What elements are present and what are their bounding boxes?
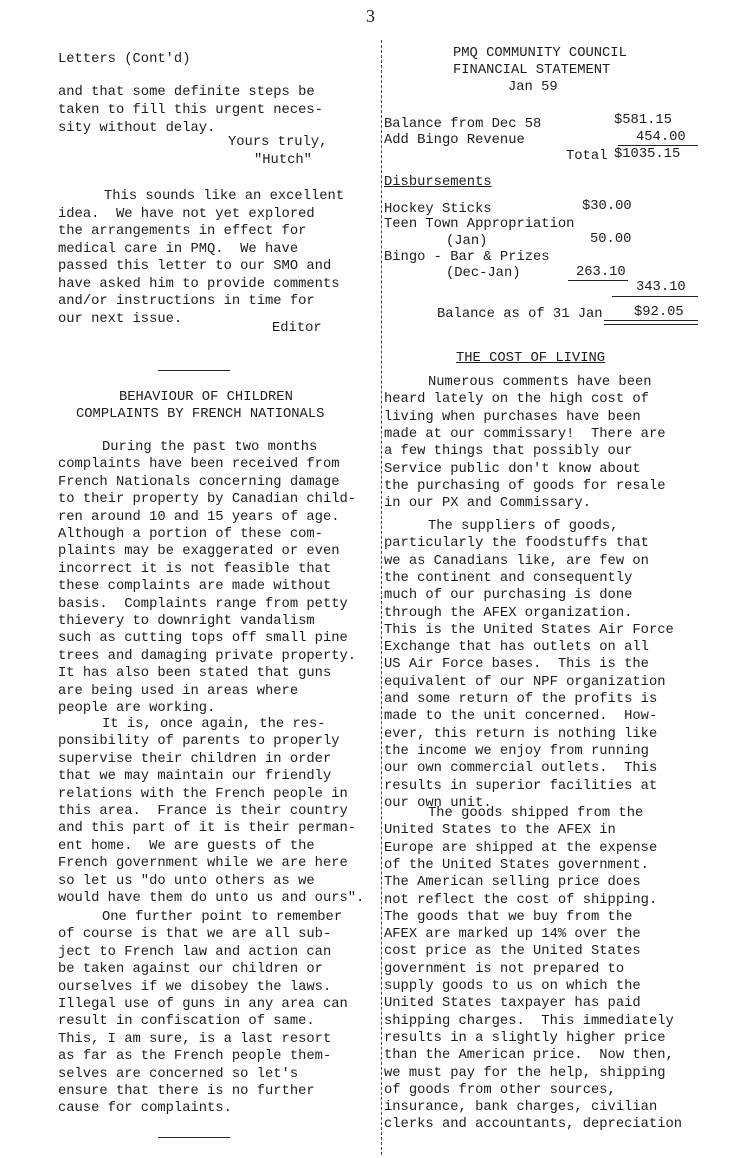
column-divider	[381, 40, 382, 1155]
text-line: and some return of the profits is	[384, 692, 658, 707]
text-line: our own unit.	[384, 795, 492, 811]
page-number: 3	[366, 6, 375, 26]
hockey-value: $30.00	[582, 199, 632, 214]
text-line: our next issue.	[58, 311, 183, 327]
text-line: supervise their children in order	[58, 751, 332, 767]
text-line: selves are concerned so let's	[58, 1066, 299, 1082]
text-line: particularly the foodstuffs that	[384, 536, 649, 552]
text-line: made at our commissary! There are	[384, 426, 666, 442]
text-line: of the United States government.	[384, 857, 649, 873]
text-line: trees and damaging private property.	[58, 648, 357, 664]
bingo-bar-label: Bingo - Bar & Prizes	[384, 250, 550, 265]
letter-signature: "Hutch"	[254, 153, 312, 168]
text-line: supply goods to us on which the	[384, 979, 641, 994]
letter-closing: Yours truly,	[228, 135, 328, 150]
text-line: as far as the French people them-	[58, 1049, 332, 1065]
text-line: not reflect the cost of shipping.	[384, 892, 658, 908]
cost-of-living-title: THE COST OF LIVING	[456, 351, 606, 366]
text-line: we as Canadians like, are few on	[384, 553, 649, 569]
text-line: in our PX and Commissary.	[384, 496, 591, 512]
text-line: ourselves if we disobey the laws.	[58, 979, 332, 995]
text-line: living when purchases have been	[384, 409, 641, 425]
bingo-bar-value: 263.10	[576, 265, 626, 280]
text-line: AFEX are marked up 14% over the	[384, 927, 641, 943]
text-line: ent home. We are guests of the	[58, 838, 315, 854]
text-line: would have them do unto us and ours".	[58, 891, 365, 906]
text-line: ensure that there is no further	[58, 1084, 315, 1099]
text-line: During the past two months	[102, 440, 318, 455]
text-line: United States to the AFEX in	[384, 823, 616, 839]
text-line: heard lately on the high cost of	[384, 392, 649, 408]
section-separator	[158, 370, 230, 371]
text-line: through the AFEX organization.	[384, 605, 633, 621]
text-line: This, I am sure, is a last resort	[58, 1031, 332, 1047]
statement-title-2: FINANCIAL STATEMENT	[453, 63, 611, 78]
text-line: results in a slightly higher price	[384, 1030, 666, 1046]
text-line: basis. Complaints range from petty	[58, 596, 348, 612]
text-line: plaints may be exaggerated or even	[58, 544, 340, 560]
text-line: Although a portion of these com-	[58, 527, 323, 542]
disbursement-rule	[568, 280, 628, 281]
bingo-bar-period: (Dec-Jan)	[446, 266, 521, 281]
text-line: The suppliers of goods,	[428, 519, 619, 534]
balance-from-label: Balance from Dec 58	[384, 117, 542, 132]
text-line: It is, once again, the res-	[102, 717, 326, 732]
text-line: The goods shipped from the	[428, 806, 644, 821]
text-line: ject to French law and action can	[58, 944, 332, 960]
text-line: Exchange that has outlets on all	[384, 640, 649, 656]
article-title-line-1: BEHAVIOUR OF CHILDREN	[119, 390, 293, 405]
text-line: thievery to downright vandalism	[58, 614, 315, 629]
teen-town-period: (Jan)	[446, 234, 488, 249]
text-line: made to the unit concerned. How-	[384, 709, 658, 725]
text-line: the income we enjoy from running	[384, 743, 649, 759]
balance-end-label: Balance as of 31 Jan	[437, 307, 603, 322]
text-line: Europe are shipped at the expense	[384, 840, 658, 856]
balance-end-double-rule	[604, 320, 698, 325]
bingo-revenue-value: 454.00	[636, 130, 686, 145]
text-line: our own commercial outlets. This	[384, 761, 658, 777]
text-line: ever, this return is nothing like	[384, 726, 658, 742]
text-line: This sounds like an excellent	[104, 189, 345, 204]
text-line: complaints have been received from	[58, 457, 340, 473]
text-line: the arrangements in effect for	[58, 224, 307, 239]
text-line: and that some definite steps be	[58, 85, 315, 100]
text-line: a few things that possibly our	[384, 444, 633, 460]
text-line: that we may maintain our friendly	[58, 769, 332, 785]
text-line: French Nationals concerning damage	[58, 474, 340, 490]
teen-town-value: 50.00	[590, 232, 632, 247]
text-line: and/or instructions in time for	[58, 294, 315, 309]
text-line: incorrect it is not feasible that	[58, 561, 332, 577]
text-line: this area. France is their country	[58, 804, 348, 819]
text-line: cost price as the United States	[384, 944, 641, 960]
hockey-label: Hockey Sticks	[384, 202, 492, 217]
bottom-separator	[158, 1137, 230, 1138]
text-line: are being used in areas where	[58, 683, 299, 699]
text-line: idea. We have not yet explored	[58, 206, 315, 222]
text-line: people are working.	[58, 701, 216, 716]
disbursements-heading: Disbursements	[384, 175, 492, 190]
text-line: result in confiscation of same.	[58, 1014, 315, 1030]
text-line: the purchasing of goods for resale	[384, 478, 666, 494]
statement-title-1: PMQ COMMUNITY COUNCIL	[453, 46, 627, 61]
text-line: equivalent of our NPF organization	[384, 674, 666, 690]
text-line: much of our purchasing is done	[384, 588, 633, 604]
text-line: Numerous comments have been	[428, 375, 652, 390]
text-line: and this part of it is their perman-	[58, 821, 357, 837]
text-line: be taken against our children or	[58, 962, 323, 978]
text-line: United States taxpayer has paid	[384, 996, 641, 1012]
text-line: government is not prepared to	[384, 961, 625, 977]
text-line: The American selling price does	[384, 875, 641, 891]
text-line: cause for complaints.	[58, 1101, 232, 1117]
balance-end-value: $92.05	[634, 305, 684, 320]
letters-heading: Letters (Cont'd)	[58, 52, 191, 67]
text-line: to their property by Canadian child-	[58, 492, 357, 508]
text-line: have asked him to provide comments	[58, 276, 340, 292]
text-line: medical care in PMQ. We have	[58, 241, 299, 257]
disbursement-total-rule	[612, 296, 698, 297]
text-line: results in superior facilities at	[384, 778, 658, 794]
balance-from-value: $581.15	[614, 113, 672, 128]
text-line: This is the United States Air Force	[384, 622, 674, 638]
text-line: of course is that we are all sub-	[58, 927, 332, 943]
text-line: of goods from other sources,	[384, 1082, 616, 1098]
text-line: such as cutting tops off small pine	[58, 631, 348, 647]
text-line: It has also been stated that guns	[58, 666, 332, 682]
article-title-line-2: COMPLAINTS BY FRENCH NATIONALS	[76, 407, 325, 422]
text-line: US Air Force bases. This is the	[384, 657, 649, 673]
text-line: passed this letter to our SMO and	[58, 259, 332, 274]
text-line: shipping charges. This immediately	[384, 1013, 674, 1029]
statement-date: Jan 59	[508, 80, 558, 95]
text-line: Service public don't know about	[384, 461, 641, 477]
text-line: so let us "do unto others as we	[58, 873, 315, 889]
bingo-revenue-label: Add Bingo Revenue	[384, 133, 525, 148]
text-line: we must pay for the help, shipping	[384, 1065, 666, 1081]
total-label: Total	[566, 149, 608, 164]
text-line: Illegal use of guns in any area can	[58, 997, 348, 1012]
text-line: these complaints are made without	[58, 579, 332, 595]
text-line: ponsibility of parents to properly	[58, 734, 340, 750]
disbursement-total-value: 343.10	[636, 280, 686, 295]
text-line: relations with the French people in	[58, 786, 348, 802]
total-value: $1035.15	[614, 147, 681, 162]
editor-signoff: Editor	[272, 321, 322, 336]
text-line: ren around 10 and 15 years of age.	[58, 509, 340, 525]
text-line: The goods that we buy from the	[384, 909, 633, 925]
text-line: than the American price. Now then,	[384, 1048, 674, 1064]
text-line: One further point to remember	[102, 910, 343, 925]
text-line: French government while we are here	[58, 856, 348, 872]
text-line: taken to fill this urgent neces-	[58, 103, 323, 118]
text-line: the continent and consequently	[384, 570, 633, 586]
text-line: clerks and accountants, depreciation	[384, 1117, 683, 1133]
text-line: insurance, bank charges, civilian	[384, 1100, 658, 1116]
text-line: sity without delay.	[58, 121, 216, 136]
teen-town-label: Teen Town Appropriation	[384, 217, 575, 232]
